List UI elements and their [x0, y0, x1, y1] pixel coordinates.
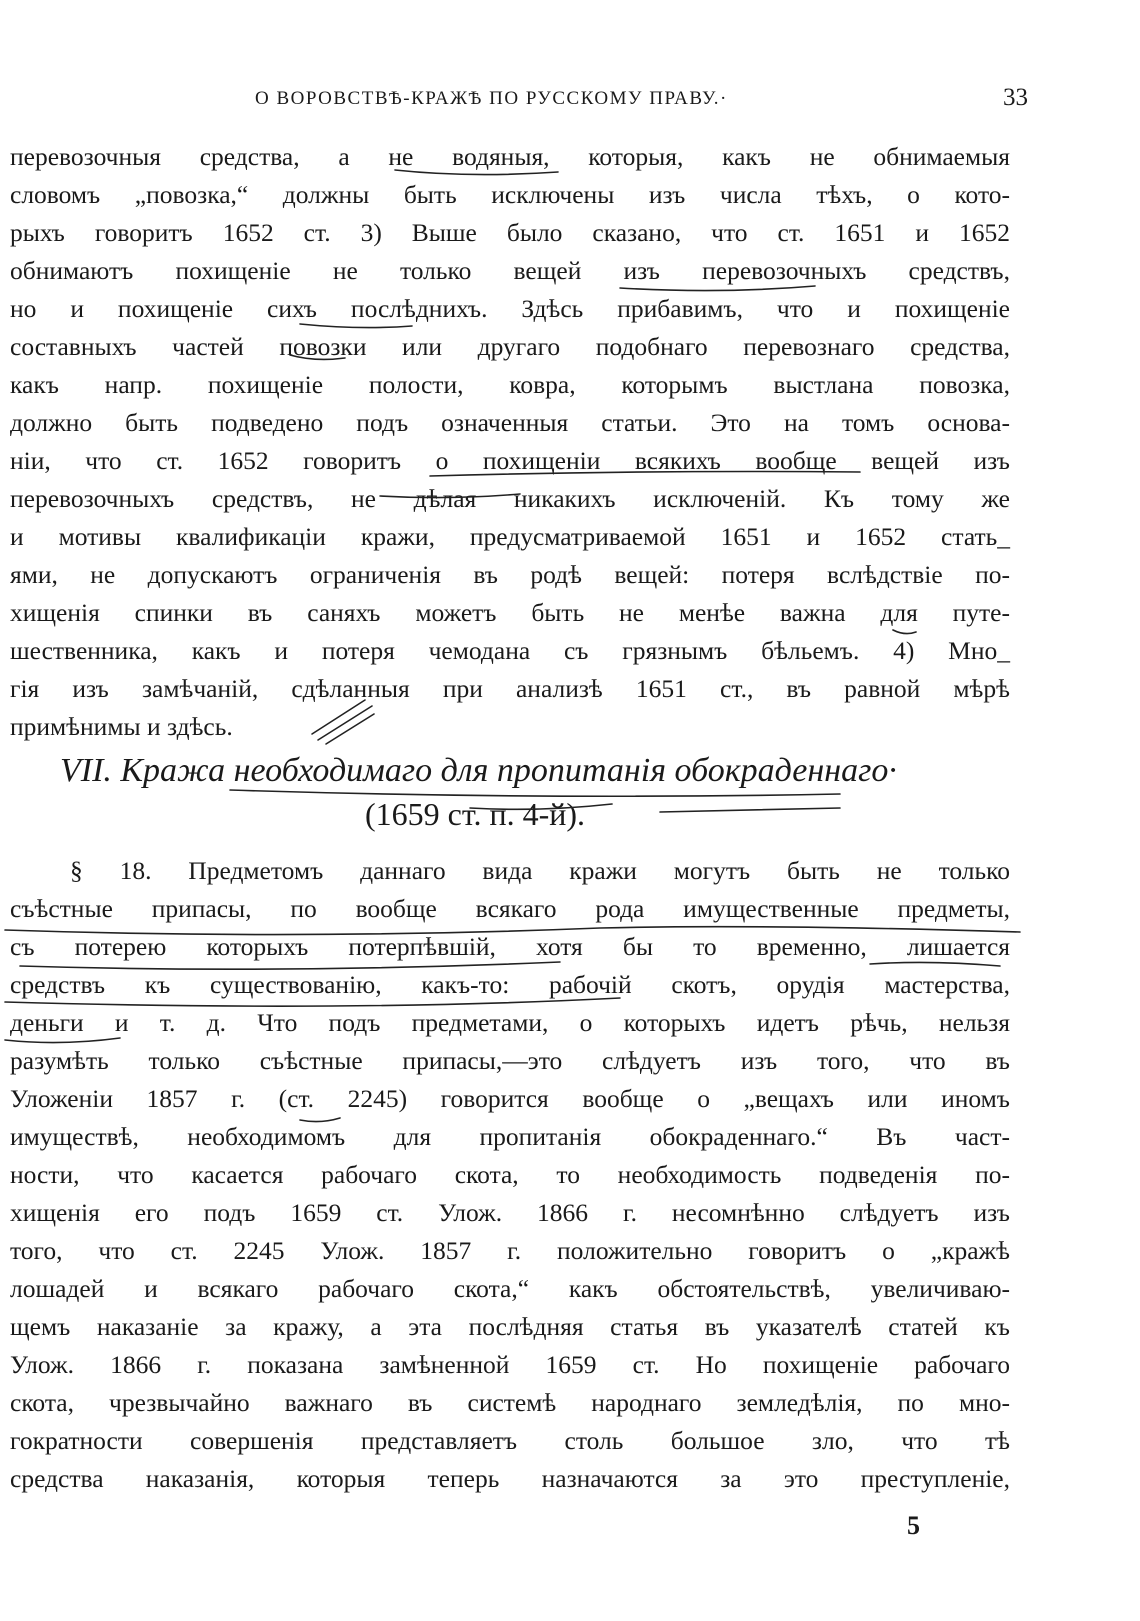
section-title: VII. Кража необходимаго для пропитанія обокраденнаго· — [60, 752, 897, 789]
underline-mark — [430, 472, 860, 477]
underline-mark — [20, 962, 560, 969]
hatch-mark — [326, 714, 374, 744]
text-line: какъ напр. похищеніе полости, ковра, которымъ выстлана повозка, — [10, 370, 1010, 399]
underline-mark — [470, 804, 612, 809]
text-line: и мотивы квалификаціи кражи, предусматриваемой 1651 и 1652 стать_ — [10, 522, 1010, 551]
underline-mark — [870, 962, 1000, 966]
underline-mark — [5, 1038, 120, 1043]
text-line: того, что ст. 2245 Улож. 1857 г. положительно говоритъ о „кражѣ — [10, 1236, 1010, 1265]
text-line: средства наказанія, которыя теперь назначаются за это преступленіе, — [10, 1464, 1010, 1493]
underline-mark — [300, 324, 412, 328]
text-line: § 18. Предметомъ даннаго вида кражи могутъ быть не только — [70, 856, 1010, 885]
underline-mark — [380, 494, 520, 498]
text-line: средствъ къ существованію, какъ-то: рабочій скотъ, орудія мастерства, — [10, 970, 1010, 999]
underline-mark — [230, 790, 840, 796]
text-line: гія изъ замѣчаній, сдѣланныя при анализѣ 1651 ст., въ равной мѣрѣ — [10, 674, 1010, 703]
signature-mark: 5 — [907, 1511, 920, 1540]
hatch-mark — [312, 700, 365, 734]
text-line: разумѣть только съѣстные припасы,—это слѣдуетъ изъ того, что въ — [10, 1046, 1010, 1075]
text-line: составныхъ частей повозки или другаго подобнаго перевознаго средства, — [10, 332, 1010, 361]
hatch-mark — [318, 706, 372, 740]
text-line: съѣстные припасы, по вообще всякаго рода имущественные предметы, — [10, 894, 1010, 923]
underline-mark — [620, 286, 815, 291]
text-line: имуществѣ, необходимомъ для пропитанія обокраденнаго.“ Въ част- — [10, 1122, 1010, 1151]
text-line: Уложеніи 1857 г. (ст. 2245) говорится вообще о „вещахъ или иномъ — [10, 1084, 1010, 1113]
page-number: 33 — [1003, 84, 1028, 111]
running-title: О ВОРОВСТВѢ-КРАЖѢ ПО РУССКОМУ ПРАВУ.· — [255, 88, 728, 109]
underline-mark — [660, 808, 840, 812]
underline-mark — [395, 170, 558, 175]
text-line: перевозочныхъ средствъ, не дѣлая никакихъ исключеній. Къ тому же — [10, 484, 1010, 513]
text-line: ями, не допускаютъ ограниченія въ родѣ вещей: потеря вслѣдствіе по- — [10, 560, 1010, 589]
underline-mark — [893, 630, 916, 634]
underline-mark — [290, 355, 345, 359]
section-subtitle: (1659 ст. п. 4-й). — [365, 796, 585, 832]
text-line: обнимаютъ похищеніе не только вещей изъ перевозочныхъ средствъ, — [10, 256, 1010, 285]
text-line: хищенія его подъ 1659 ст. Улож. 1866 г. несомнѣнно слѣдуетъ изъ — [10, 1198, 1010, 1227]
text-line: съ потерею которыхъ потерпѣвшій, хотя бы то временно, лишается — [10, 932, 1010, 961]
text-line: словомъ „повозка,“ должны быть исключены изъ числа тѣхъ, о кото- — [10, 180, 1010, 209]
text-line: перевозочныя средства, а не водяныя, которыя, какъ не обнимаемыя — [10, 142, 1010, 171]
text-line: хищенія спинки въ саняхъ можетъ быть не менѣе важна для путе- — [10, 598, 1010, 627]
text-line: лошадей и всякаго рабочаго скота,“ какъ обстоятельствѣ, увеличиваю- — [10, 1274, 1010, 1303]
text-line: скота, чрезвычайно важнаго въ системѣ народнаго земледѣлія, по мно- — [10, 1388, 1010, 1417]
text-line: щемъ наказаніе за кражу, а эта послѣдняя статья въ указателѣ статей къ — [10, 1312, 1010, 1341]
text-line: ніи, что ст. 1652 говоритъ о похищеніи всякихъ вообще вещей изъ — [10, 446, 1010, 475]
text-line: шественника, какъ и потеря чемодана съ грязнымъ бѣльемъ. 4) Мно_ — [10, 636, 1010, 665]
text-line: примѣнимы и здѣсь. — [10, 712, 233, 741]
text-line: рыхъ говоритъ 1652 ст. 3) Выше было сказано, что ст. 1651 и 1652 — [10, 218, 1010, 247]
text-line: ности, что касается рабочаго скота, то необходимость подведенія по- — [10, 1160, 1010, 1189]
underline-mark — [5, 927, 1020, 935]
text-line: гократности совершенія представляетъ столь большое зло, что тѣ — [10, 1426, 1010, 1455]
underline-mark — [5, 998, 620, 1006]
text-line: деньги и т. д. Что подъ предметами, о которыхъ идетъ рѣчь, нельзя — [10, 1008, 1010, 1037]
text-line: но и похищеніе сихъ послѣднихъ. Здѣсь прибавимъ, что и похищеніе — [10, 294, 1010, 323]
underline-mark — [300, 1118, 340, 1122]
text-line: должно быть подведено подъ означенныя статьи. Это на томъ основа- — [10, 408, 1010, 437]
text-line: Улож. 1866 г. показана замѣненной 1659 ст. Но похищеніе рабочаго — [10, 1350, 1010, 1379]
